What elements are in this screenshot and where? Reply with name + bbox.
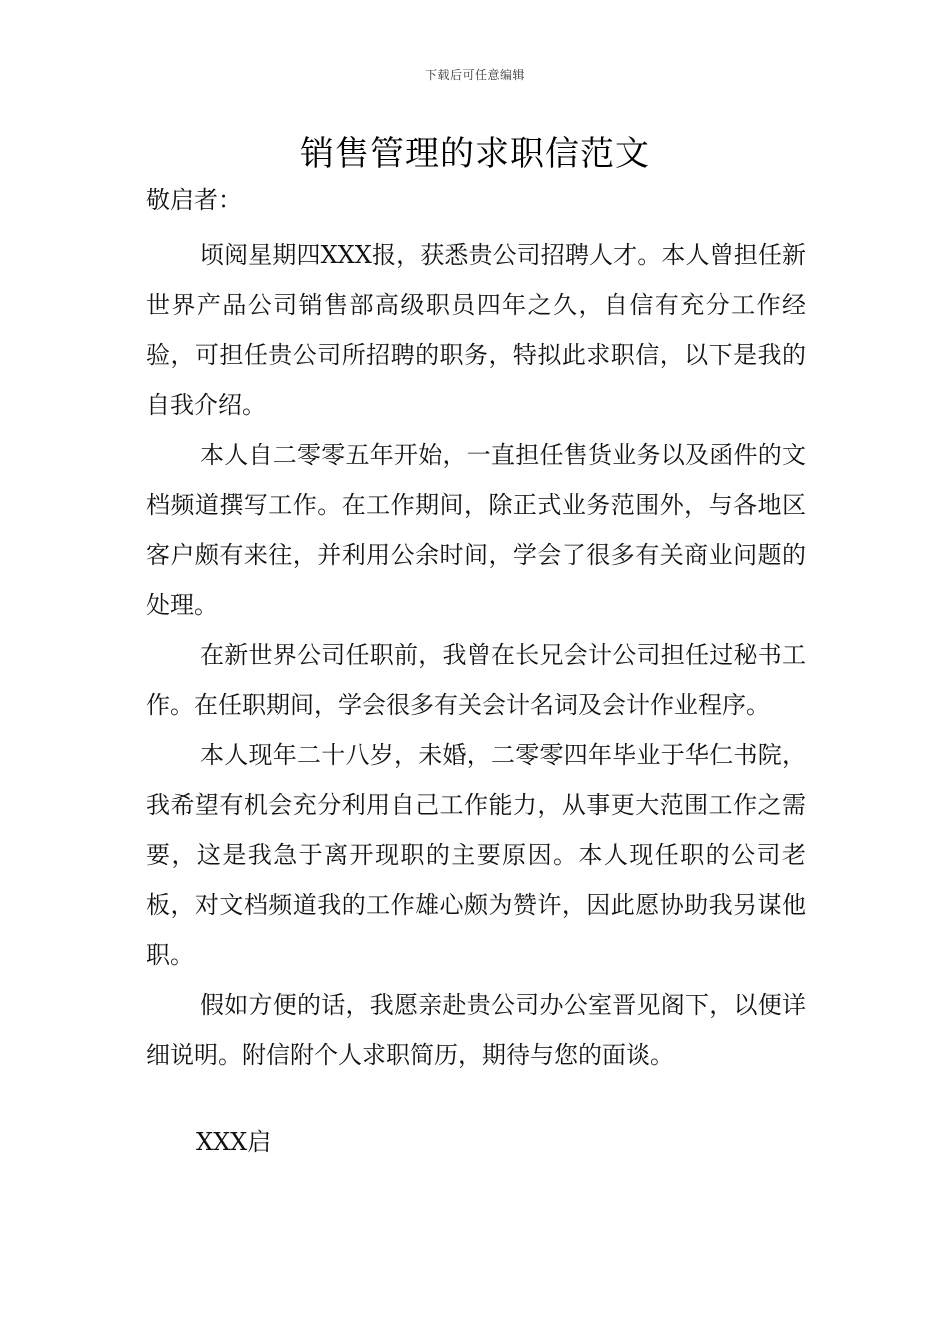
- document-title: 销售管理的求职信范文: [300, 134, 650, 174]
- signature: XXX启: [196, 1128, 272, 1156]
- letter-body: [146, 230, 806, 1080]
- header-note: 下载后可任意编辑: [424, 68, 525, 82]
- paragraph-experience: 本人自二零零五年开始，一直担任售货业务以及函件的文档频道撰写工作。在工作期间，除正式业务范围外，与各地区客户颇有来往，并利用公余时间，学会了很多有关商业问题的处理。: [146, 441, 806, 619]
- paragraph-closing: 假如方便的话，我愿亲赴贵公司办公室晋见阁下，以便详细说明。附信附个人求职简历，期待与您的面谈。: [146, 991, 806, 1069]
- paragraph-personal: 本人现年二十八岁，未婚，二零零四年毕业于华仁书院，我希望有机会充分利用自己工作能力，从事更大范围工作之需要，这是我急于离开现职的主要原因。本人现任职的公司老板，对文档频道我的工作雄心颇为赞许，因此愿协助我另谋他职。: [146, 741, 806, 969]
- paragraph-intro: 顷阅星期四XXX报，获悉贵公司招聘人才。本人曾担任新世界产品公司销售部高级职员四年之久，自信有充分工作经验，可担任贵公司所招聘的职务，特拟此求职信，以下是我的自我介绍。: [146, 241, 806, 419]
- paragraph-previous-job: 在新世界公司任职前，我曾在长兄会计公司担任过秘书工作。在任职期间，学会很多有关会计名词及会计作业程序。: [146, 641, 806, 719]
- salutation: 敬启者：: [146, 186, 242, 214]
